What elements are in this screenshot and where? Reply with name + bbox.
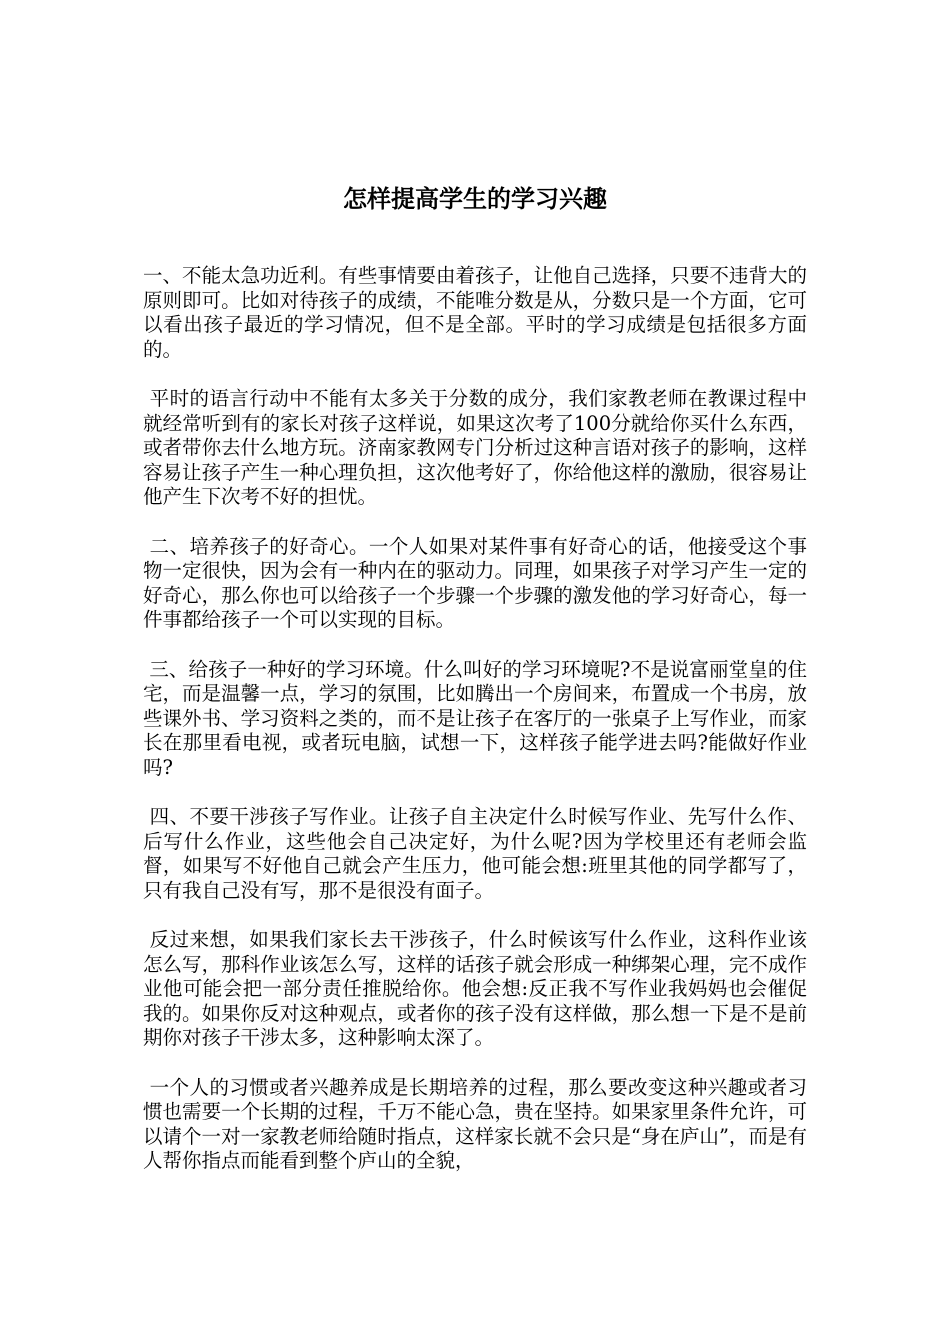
paragraph-4: 三、给孩子一种好的学习环境。什么叫好的学习环境呢?不是说富丽堂皇的住宅，而是温馨一点，学习的氛围，比如腾出一个房间来，布置成一个书房，放些课外书、学习资料之类的，而不是让孩子在客厅的一张桌子上写作业，而家长在那里看电视，或者玩电脑，试想一下，这样孩子能学进去吗?能做好作业吗? <box>143 657 807 779</box>
paragraph-5: 四、不要干涉孩子写作业。让孩子自主决定什么时候写作业、先写什么作、后写什么作业，这些他会自己决定好，为什么呢?因为学校里还有老师会监督，如果写不好他自己就会产生压力，他可能会想:班里其他的同学都写了，只有我自己没有写，那不是很没有面子。 <box>143 805 807 902</box>
document-title: 怎样提高学生的学习兴趣 <box>343 184 607 213</box>
paragraph-7: 一个人的习惯或者兴趣养成是长期培养的过程，那么要改变这种兴趣或者习惯也需要一个长期的过程，千万不能心急，贵在坚持。如果家里条件允许，可以请个一对一家教老师给随时指点，这样家长就不会只是“身在庐山”，而是有人帮你指点而能看到整个庐山的全貌， <box>143 1075 807 1173</box>
document-body <box>143 264 807 1199</box>
paragraph-2: 平时的语言行动中不能有太多关于分数的成分，我们家教老师在教课过程中就经常听到有的家长对孩子这样说，如果这次考了100分就给你买什么东西，或者带你去什么地方玩。济南家教网专门分析过这种言语对孩子的影响，这样容易让孩子产生一种心理负担，这次他考好了，你给他这样的激励，很容易让他产生下次考不好的担忧。 <box>143 386 807 509</box>
paragraph-6: 反过来想，如果我们家长去干涉孩子，什么时候该写什么作业，这科作业该怎么写，那科作业该怎么写，这样的话孩子就会形成一种绑架心理，完不成作业他可能会把一部分责任推脱给你。他会想:反正我不写作业我妈妈也会催促我的。如果你反对这种观点，或者你的孩子没有这样做，那么想一下是不是前期你对孩子干涉太多，这种影响太深了。 <box>143 928 807 1050</box>
paragraph-1: 一、不能太急功近利。有些事情要由着孩子，让他自己选择，只要不违背大的原则即可。比如对待孩子的成绩，不能唯分数是从，分数只是一个方面，它可以看出孩子最近的学习情况，但不是全部。平时的学习成绩是包括很多方面的。 <box>143 264 807 361</box>
paragraph-3: 二、培养孩子的好奇心。一个人如果对某件事有好奇心的话，他接受这个事物一定很快，因为会有一种内在的驱动力。同理，如果孩子对学习产生一定的好奇心，那么你也可以给孩子一个步骤一个步骤的激发他的学习好奇心，每一件事都给孩子一个可以实现的目标。 <box>143 534 807 632</box>
